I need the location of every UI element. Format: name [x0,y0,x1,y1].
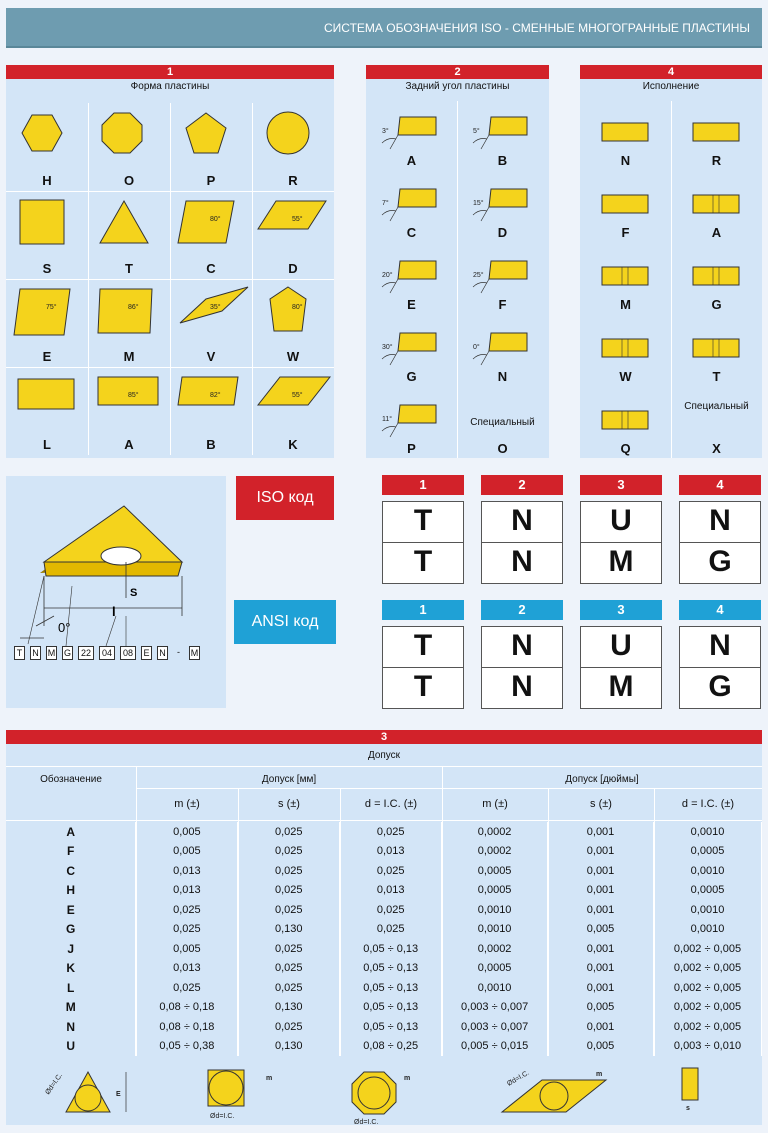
clearance-angle-icon [370,321,450,371]
design-letter: T [712,369,721,384]
table-row [6,861,762,881]
ansi-head-3: 3 [580,600,662,620]
table-cell: 0,025 [238,900,340,920]
table-cell: 0,002 ÷ 0,005 [654,959,762,979]
design-g [671,245,762,317]
angle-label: 35° [210,304,221,311]
col-head: m (±) [174,798,200,810]
table-cell: 0,025 [340,900,442,920]
clearance-o [457,389,548,461]
design-m [580,245,671,317]
table-cell: 0,013 [340,842,442,862]
table-cell: 0,05 ÷ 0,13 [340,998,442,1018]
iso-code-char: N [481,542,563,584]
table-cell: 0,05 ÷ 0,13 [340,978,442,998]
iso-code-char: N [679,501,761,543]
table-cell: 0,013 [136,881,238,901]
design-letter: F [621,225,630,240]
table-cell: 0,025 [238,1017,340,1037]
section-title: Задний угол пластины [405,81,510,92]
table-cell: 0,05 ÷ 0,13 [340,1017,442,1037]
clearance-letter: D [497,225,508,240]
shape-letter: M [123,349,135,364]
angle-label: 55° [292,392,303,399]
table-cell: C [6,861,136,881]
table-cell: 0,0002 [442,822,548,842]
table-cell: K [6,959,136,979]
table-cell: 0,005 [136,842,238,862]
shape-letter: E [42,349,52,364]
angle-label: 15° [473,200,484,207]
fig-m-label-2: m [404,1075,411,1082]
table-row [6,998,762,1018]
table-cell: 0,0010 [654,861,762,881]
shape-a [88,367,170,455]
design-letter: G [711,297,722,312]
design-letter: A [711,225,722,240]
iso-code-char: T [382,542,464,584]
table-cell: 0,003 ÷ 0,007 [442,1017,548,1037]
page-title: СИСТЕМА ОБОЗНАЧЕНИЯ ISO - СМЕННЫЕ МНОГОГРАННЫЕ ПЛАСТИНЫ [324,21,750,35]
design-t [671,317,762,389]
iso-code-label: ISO код [236,476,334,520]
tolerance-table [6,822,762,1056]
code-char: 08 [120,646,136,660]
insert-shape-icon [258,111,334,165]
insert-shape-icon [258,375,334,429]
table-cell: 0,002 ÷ 0,005 [654,998,762,1018]
design-icon [689,263,749,293]
section-title: Форма пластины [130,81,210,92]
table-cell: 0,130 [238,998,340,1018]
col-head: s (±) [590,798,612,810]
col-head: d = I.C. (±) [364,798,418,810]
tolerance-figures [6,1060,762,1126]
table-cell: 0,005 ÷ 0,015 [442,1037,548,1057]
ansi-code-char: N [481,667,563,709]
ansi-code-char: G [679,667,761,709]
table-cell: 0,025 [136,900,238,920]
col-head: m (±) [482,798,508,810]
table-cell: 0,001 [548,861,654,881]
group-in: Допуск [дюймы] [565,774,639,785]
angle-label: 75° [46,304,57,311]
clearance-letter: E [407,297,416,312]
table-cell: 0,0005 [442,881,548,901]
design-icon [598,191,658,221]
shape-l [6,367,88,455]
insert-shape-icon [176,287,252,341]
clearance-p [366,389,457,461]
design-icon [689,191,749,221]
table-cell: 0,130 [238,1037,340,1057]
ansi-code-char: M [580,667,662,709]
table-cell: 0,0010 [442,900,548,920]
shape-m [88,279,170,367]
fig-m-label-3: m [596,1071,603,1078]
table-cell: L [6,978,136,998]
table-cell: 0,005 [136,822,238,842]
table-cell: 0,0005 [442,959,548,979]
iso-code-char: T [382,501,464,543]
section-title: Исполнение [642,81,700,92]
insert-shape-icon [94,375,170,429]
ansi-code-char: N [679,626,761,668]
table-cell: 0,0005 [654,842,762,862]
table-cell: 0,002 ÷ 0,005 [654,978,762,998]
table-cell: 0,001 [548,842,654,862]
insert-shape-icon [94,199,170,253]
iso-code-char: M [580,542,662,584]
table-cell: 0,005 [548,998,654,1018]
clearance-letter: A [406,153,417,168]
table-cell: 0,0005 [442,861,548,881]
code-char: E [141,646,152,660]
angle-label: 85° [128,392,139,399]
fig-d-label: Ød=I.C. [44,1072,65,1097]
code-char: M [47,648,56,658]
table-cell: 0,013 [136,861,238,881]
shape-p [170,103,252,191]
special-label: Специальный [470,417,535,428]
shape-letter: S [42,261,52,276]
table-cell: 0,025 [136,920,238,940]
table-cell: 0,025 [136,978,238,998]
insert-shape-icon [94,111,170,165]
table-row [6,1017,762,1037]
shape-letter: O [123,173,135,188]
table-cell: 0,002 ÷ 0,005 [654,939,762,959]
table-cell: F [6,842,136,862]
table-row [6,842,762,862]
table-row [6,959,762,979]
design-letter: W [619,369,632,384]
special-label: Специальный [684,401,749,412]
table-cell: H [6,881,136,901]
section-tolerance [6,730,762,1125]
table-cell: 0,08 ÷ 0,18 [136,998,238,1018]
design-icon [598,335,658,365]
design-letter: Q [620,441,631,456]
section-design [580,65,762,458]
design-x [671,389,762,461]
ansi-head-1: 1 [382,600,464,620]
insert-shape-icon [176,111,252,165]
table-cell: 0,005 [548,920,654,940]
ansi-code-char: N [481,626,563,668]
section-shape [6,65,334,458]
insert-shape-icon [12,199,88,253]
shape-letter: H [42,173,52,188]
table-cell: 0,025 [238,861,340,881]
design-letter: N [620,153,631,168]
clearance-letter: F [498,297,507,312]
shape-r [252,103,334,191]
clearance-c [366,173,457,245]
code-char: 22 [78,646,94,660]
insert-shape-icon [258,287,334,341]
angle-label: 5° [473,128,480,135]
table-cell: 0,0010 [654,920,762,940]
design-icon [598,263,658,293]
code-char: M [190,648,199,658]
clearance-letter: C [406,225,417,240]
clearance-angle-icon [461,105,541,155]
fig-s-label: s [686,1105,690,1112]
design-w [580,317,671,389]
table-cell: 0,05 ÷ 0,13 [340,959,442,979]
section-number: 3 [6,730,762,744]
table-cell: E [6,900,136,920]
table-cell: 0,025 [238,939,340,959]
clearance-angle-icon [461,177,541,227]
design-icon [598,407,658,437]
table-cell: 0,05 ÷ 0,13 [340,939,442,959]
iso-head-4: 4 [679,475,761,495]
shape-w [252,279,334,367]
fig-m-label: m [266,1075,273,1082]
table-row [6,822,762,842]
angle-label: 7° [382,200,389,207]
page-header [6,8,762,48]
table-cell: 0,0010 [442,978,548,998]
table-cell: 0,0002 [442,842,548,862]
table-cell: J [6,939,136,959]
section-number: 2 [366,65,549,79]
angle-label: 82° [210,392,221,399]
table-cell: 0,025 [238,822,340,842]
iso-head-3: 3 [580,475,662,495]
table-cell: 0,025 [340,822,442,842]
angle-label: 3° [382,128,389,135]
fig-d-label-4: Ød=I.C. [506,1069,531,1088]
design-q [580,389,671,461]
insert-shape-icon [94,287,170,341]
table-cell: G [6,920,136,940]
iso-code-char: G [679,542,761,584]
shape-letter: T [125,261,133,276]
table-cell: 0,001 [548,978,654,998]
clearance-angle-icon [370,393,450,443]
insert-shape-icon [12,375,88,429]
table-cell: 0,001 [548,881,654,901]
table-cell: N [6,1017,136,1037]
diagram-angle: 0° [58,620,71,635]
table-cell: 0,001 [548,822,654,842]
ansi-head-2: 2 [481,600,563,620]
insert-drawing [6,476,226,708]
code-char: G [63,648,71,658]
table-cell: 0,001 [548,900,654,920]
table-cell: 0,025 [238,959,340,979]
shape-b [170,367,252,455]
insert-shape-icon [258,199,334,253]
code-char: - [177,647,180,657]
angle-label: 80° [210,216,221,223]
diagram-l: l [112,604,116,619]
table-cell: 0,013 [136,959,238,979]
shape-letter: L [43,437,51,452]
insert-shape-icon [12,111,88,165]
clearance-letter: O [497,441,508,456]
section-title: Допуск [367,750,401,761]
ansi-code-char: T [382,626,464,668]
fig-d-label-3: Ød=I.C. [354,1119,379,1126]
table-cell: 0,003 ÷ 0,007 [442,998,548,1018]
table-cell: 0,0010 [654,822,762,842]
ansi-code-char: U [580,626,662,668]
table-cell: 0,002 ÷ 0,005 [654,1017,762,1037]
diagram-s: S [130,587,138,599]
table-cell: 0,025 [340,920,442,940]
table-cell: 0,08 ÷ 0,25 [340,1037,442,1057]
shape-v [170,279,252,367]
shape-letter: C [206,261,216,276]
insert-shape-icon [176,375,252,429]
ansi-code-char: T [382,667,464,709]
clearance-letter: G [406,369,417,384]
code-char: T [14,646,25,660]
iso-head-1: 1 [382,475,464,495]
table-row [6,881,762,901]
clearance-e [366,245,457,317]
shape-k [252,367,334,455]
clearance-angle-icon [461,321,541,371]
design-icon [689,335,749,365]
design-n [580,101,671,173]
angle-label: 20° [382,272,393,279]
design-icon [598,119,658,149]
iso-code-char: U [580,501,662,543]
clearance-n [457,317,548,389]
design-f [580,173,671,245]
clearance-a [366,101,457,173]
insert-diagram [6,476,226,708]
angle-label: 80° [292,304,303,311]
table-cell: 0,005 [136,939,238,959]
table-cell: M [6,998,136,1018]
clearance-f [457,245,548,317]
clearance-letter: N [497,369,508,384]
table-row [6,900,762,920]
col-head: s (±) [278,798,300,810]
table-cell: 0,0002 [442,939,548,959]
shape-h [6,103,88,191]
table-cell: 0,001 [548,939,654,959]
table-row [6,1037,762,1057]
design-letter: M [620,297,631,312]
table-cell: U [6,1037,136,1057]
code-char: N [30,646,41,660]
shape-t [88,191,170,279]
fig-e-label: E [116,1091,121,1098]
table-cell: 0,0010 [442,920,548,940]
fig-d-label-2: Ød=I.C. [210,1113,235,1120]
table-cell: 0,005 [548,1037,654,1057]
table-cell: 0,025 [238,881,340,901]
design-icon [689,119,749,149]
clearance-angle-icon [370,249,450,299]
iso-head-2: 2 [481,475,563,495]
angle-label: 0° [473,344,480,351]
table-cell: A [6,822,136,842]
table-cell: 0,05 ÷ 0,38 [136,1037,238,1057]
code-char: 04 [99,646,115,660]
col-head: d = I.C. (±) [681,798,735,810]
insert-shape-icon [176,199,252,253]
clearance-letter: B [497,153,508,168]
clearance-d [457,173,548,245]
angle-label: 25° [473,272,484,279]
clearance-angle-icon [370,105,450,155]
table-cell: 0,025 [340,861,442,881]
ansi-head-4: 4 [679,600,761,620]
table-cell: 0,0005 [654,881,762,901]
table-cell: 0,025 [238,978,340,998]
design-letter: R [711,153,722,168]
shape-c [170,191,252,279]
shape-d [252,191,334,279]
clearance-b [457,101,548,173]
clearance-angle-icon [370,177,450,227]
shape-letter: B [206,437,216,452]
code-char: N [157,646,168,660]
table-cell: 0,08 ÷ 0,18 [136,1017,238,1037]
table-cell: 0,003 ÷ 0,010 [654,1037,762,1057]
clearance-g [366,317,457,389]
design-a [671,173,762,245]
shape-letter: D [288,261,298,276]
insert-shape-icon [12,287,88,341]
col-designation: Обозначение [40,774,102,785]
design-letter: X [712,441,721,456]
table-cell: 0,130 [238,920,340,940]
group-mm: Допуск [мм] [261,774,317,785]
shape-o [88,103,170,191]
shape-e [6,279,88,367]
section-clearance [366,65,549,458]
angle-label: 55° [292,216,303,223]
table-cell: 0,001 [548,1017,654,1037]
angle-label: 30° [382,344,393,351]
table-row [6,978,762,998]
shape-letter: A [124,437,134,452]
table-row [6,920,762,940]
table-cell: 0,013 [340,881,442,901]
shape-letter: V [206,349,216,364]
angle-label: 11° [382,416,393,423]
section-number: 4 [580,65,762,79]
shape-letter: P [206,173,216,188]
table-cell: 0,0010 [654,900,762,920]
shape-s [6,191,88,279]
clearance-letter: P [407,441,416,456]
clearance-angle-icon [461,249,541,299]
table-cell: 0,001 [548,959,654,979]
iso-code-char: N [481,501,563,543]
table-row [6,939,762,959]
shape-letter: R [288,173,298,188]
table-cell: 0,025 [238,842,340,862]
design-r [671,101,762,173]
ansi-code-label: ANSI код [234,600,336,644]
angle-label: 86° [128,304,139,311]
shape-letter: W [286,349,300,364]
section-number: 1 [6,65,334,79]
shape-letter: K [288,437,298,452]
